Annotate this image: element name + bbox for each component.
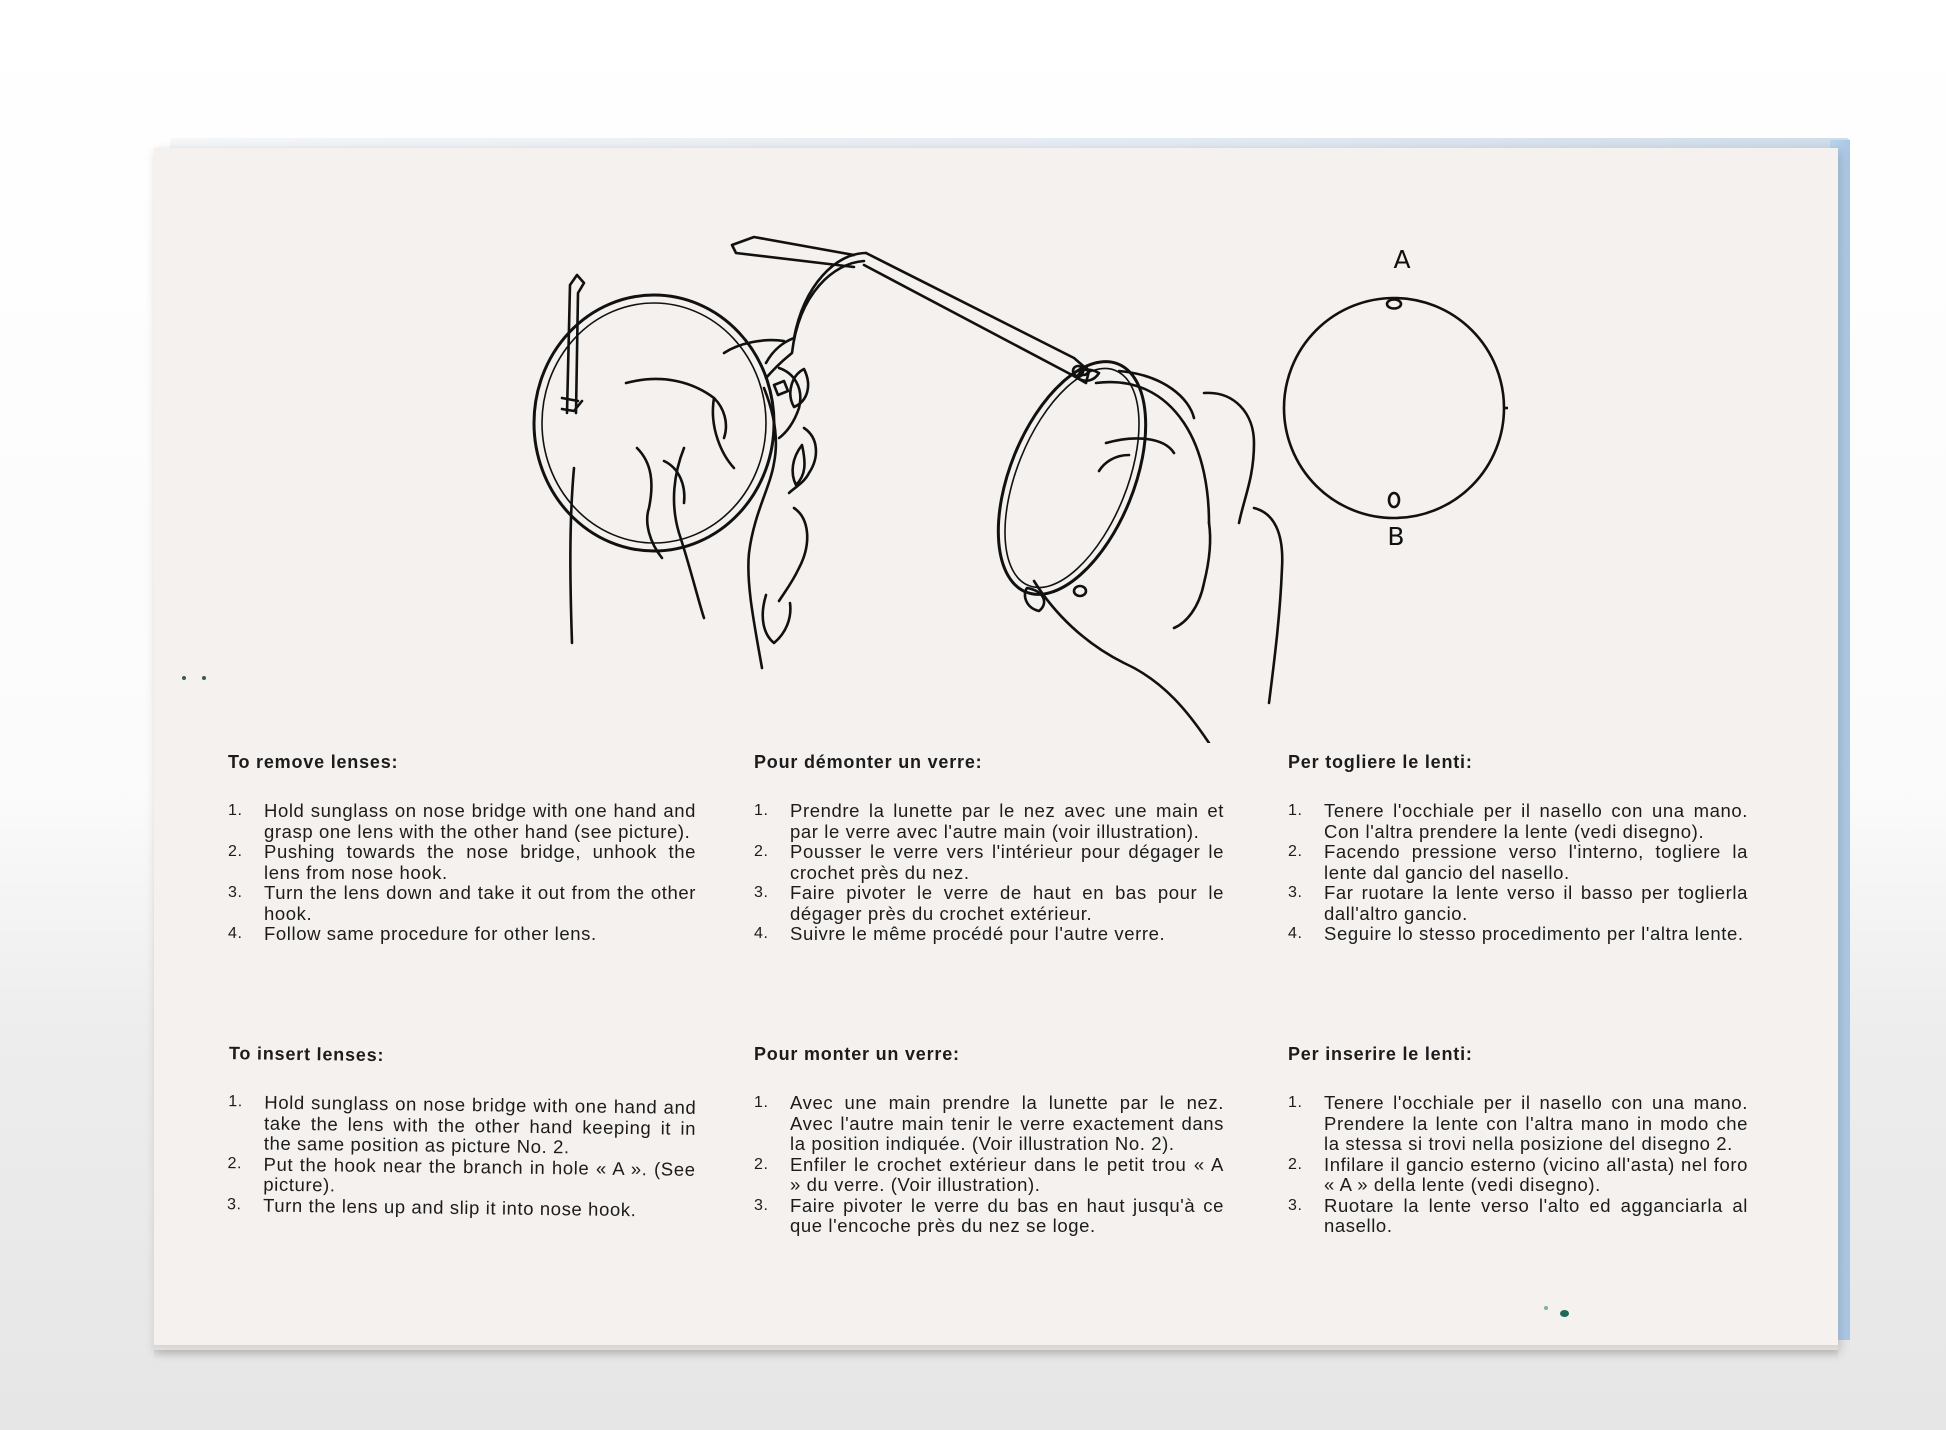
list-item: 3. Ruotare la lente verso l'alto ed agganciarla al nasello. xyxy=(1288,1194,1748,1236)
steps-list xyxy=(227,1092,696,1221)
steps-list xyxy=(754,1093,1224,1237)
list-item: 1. Hold sunglass on nose bridge with one hand and take the lens with the other hand keeping it in the same position as picture No. 2. xyxy=(228,1091,697,1158)
list-item: 3. Turn the lens up and slip it into nose hook. xyxy=(226,1194,637,1220)
hole-a xyxy=(1387,300,1401,309)
english-remove-section xyxy=(228,752,696,945)
list-item: 3. Faire pivoter le verre de haut en bas pour le dégager près du crochet extérieur. xyxy=(754,882,1224,924)
paper-speck xyxy=(1560,1310,1569,1317)
steps-list xyxy=(754,801,1224,945)
list-item: 2. Pousser le verre vers l'intérieur pour dégager le crochet près du nez. xyxy=(754,841,1224,883)
paper-speck xyxy=(202,676,206,680)
french-insert-section xyxy=(754,1044,1224,1237)
italian-remove-section xyxy=(1288,752,1748,945)
section-heading: Per togliere le lenti: xyxy=(1288,752,1473,772)
lens-hole-diagram xyxy=(1274,248,1534,588)
hands-removing-lens-illustration xyxy=(474,223,1334,743)
instruction-page xyxy=(154,148,1838,1350)
french-remove-section xyxy=(754,752,1224,945)
paper-speck xyxy=(182,676,186,680)
page-shadow xyxy=(154,1345,1838,1359)
section-heading: Pour monter un verre: xyxy=(754,1044,960,1064)
list-item: 2. Enfiler le crochet extérieur dans le petit trou « A » du verre. (Voir illustration). xyxy=(754,1153,1224,1195)
list-item: 2. Infilare il gancio esterno (vicino all'asta) nel foro « A » della lente (vedi disegno). xyxy=(1288,1153,1748,1195)
english-insert-section xyxy=(227,1043,697,1221)
label-a: A xyxy=(1393,248,1411,274)
steps-list xyxy=(1288,1093,1748,1237)
list-item: 3. Faire pivoter le verre du bas en haut jusqu'à ce que l'encoche près du nez se loge. xyxy=(754,1194,1224,1236)
list-item: 3. Turn the lens down and take it out from the other hook. xyxy=(228,882,696,924)
steps-list xyxy=(228,801,696,945)
list-item: 4. Follow same procedure for other lens. xyxy=(228,923,597,944)
list-item: 1. Hold sunglass on nose bridge with one hand and grasp one lens with the other hand (see picture). xyxy=(228,800,696,842)
list-item: 2. Put the hook near the branch in hole « A ». (See picture). xyxy=(227,1153,696,1196)
list-item: 1. Avec une main prendre la lunette par le nez. Avec l'autre main tenir le verre exactement dans la position indiquée. (Voir illustration No. 2). xyxy=(754,1092,1224,1154)
section-heading: Pour démonter un verre: xyxy=(754,752,983,772)
list-item: 2. Facendo pressione verso l'interno, togliere la lente dal gancio del nasello. xyxy=(1288,841,1748,883)
list-item: 2. Pushing towards the nose bridge, unhook the lens from nose hook. xyxy=(228,841,696,883)
list-item: 1. Prendre la lunette par le nez avec une main et par le verre avec l'autre main (voir illustration). xyxy=(754,800,1224,842)
paper-speck xyxy=(1544,1306,1548,1310)
section-heading: Per inserire le lenti: xyxy=(1288,1044,1473,1064)
italian-insert-section xyxy=(1288,1044,1748,1237)
list-item: 3. Far ruotare la lente verso il basso per toglierla dall'altro gancio. xyxy=(1288,882,1748,924)
steps-list xyxy=(1288,801,1748,945)
hole-b xyxy=(1389,493,1399,507)
section-heading: To remove lenses: xyxy=(228,752,399,772)
list-item: 1. Tenere l'occhiale per il nasello con una mano. Prendere la lente con l'altra mano in modo che la stessa si trovi nella posizione del disegno 2. xyxy=(1288,1092,1748,1154)
label-b: B xyxy=(1387,522,1405,551)
section-heading: To insert lenses: xyxy=(228,1043,385,1066)
list-item: 4. Seguire lo stesso procedimento per l'altra lente. xyxy=(1288,923,1744,944)
list-item: 1. Tenere l'occhiale per il nasello con una mano. Con l'altra prendere la lente (vedi disegno). xyxy=(1288,800,1748,842)
list-item: 4. Suivre le même procédé pour l'autre verre. xyxy=(754,923,1166,944)
